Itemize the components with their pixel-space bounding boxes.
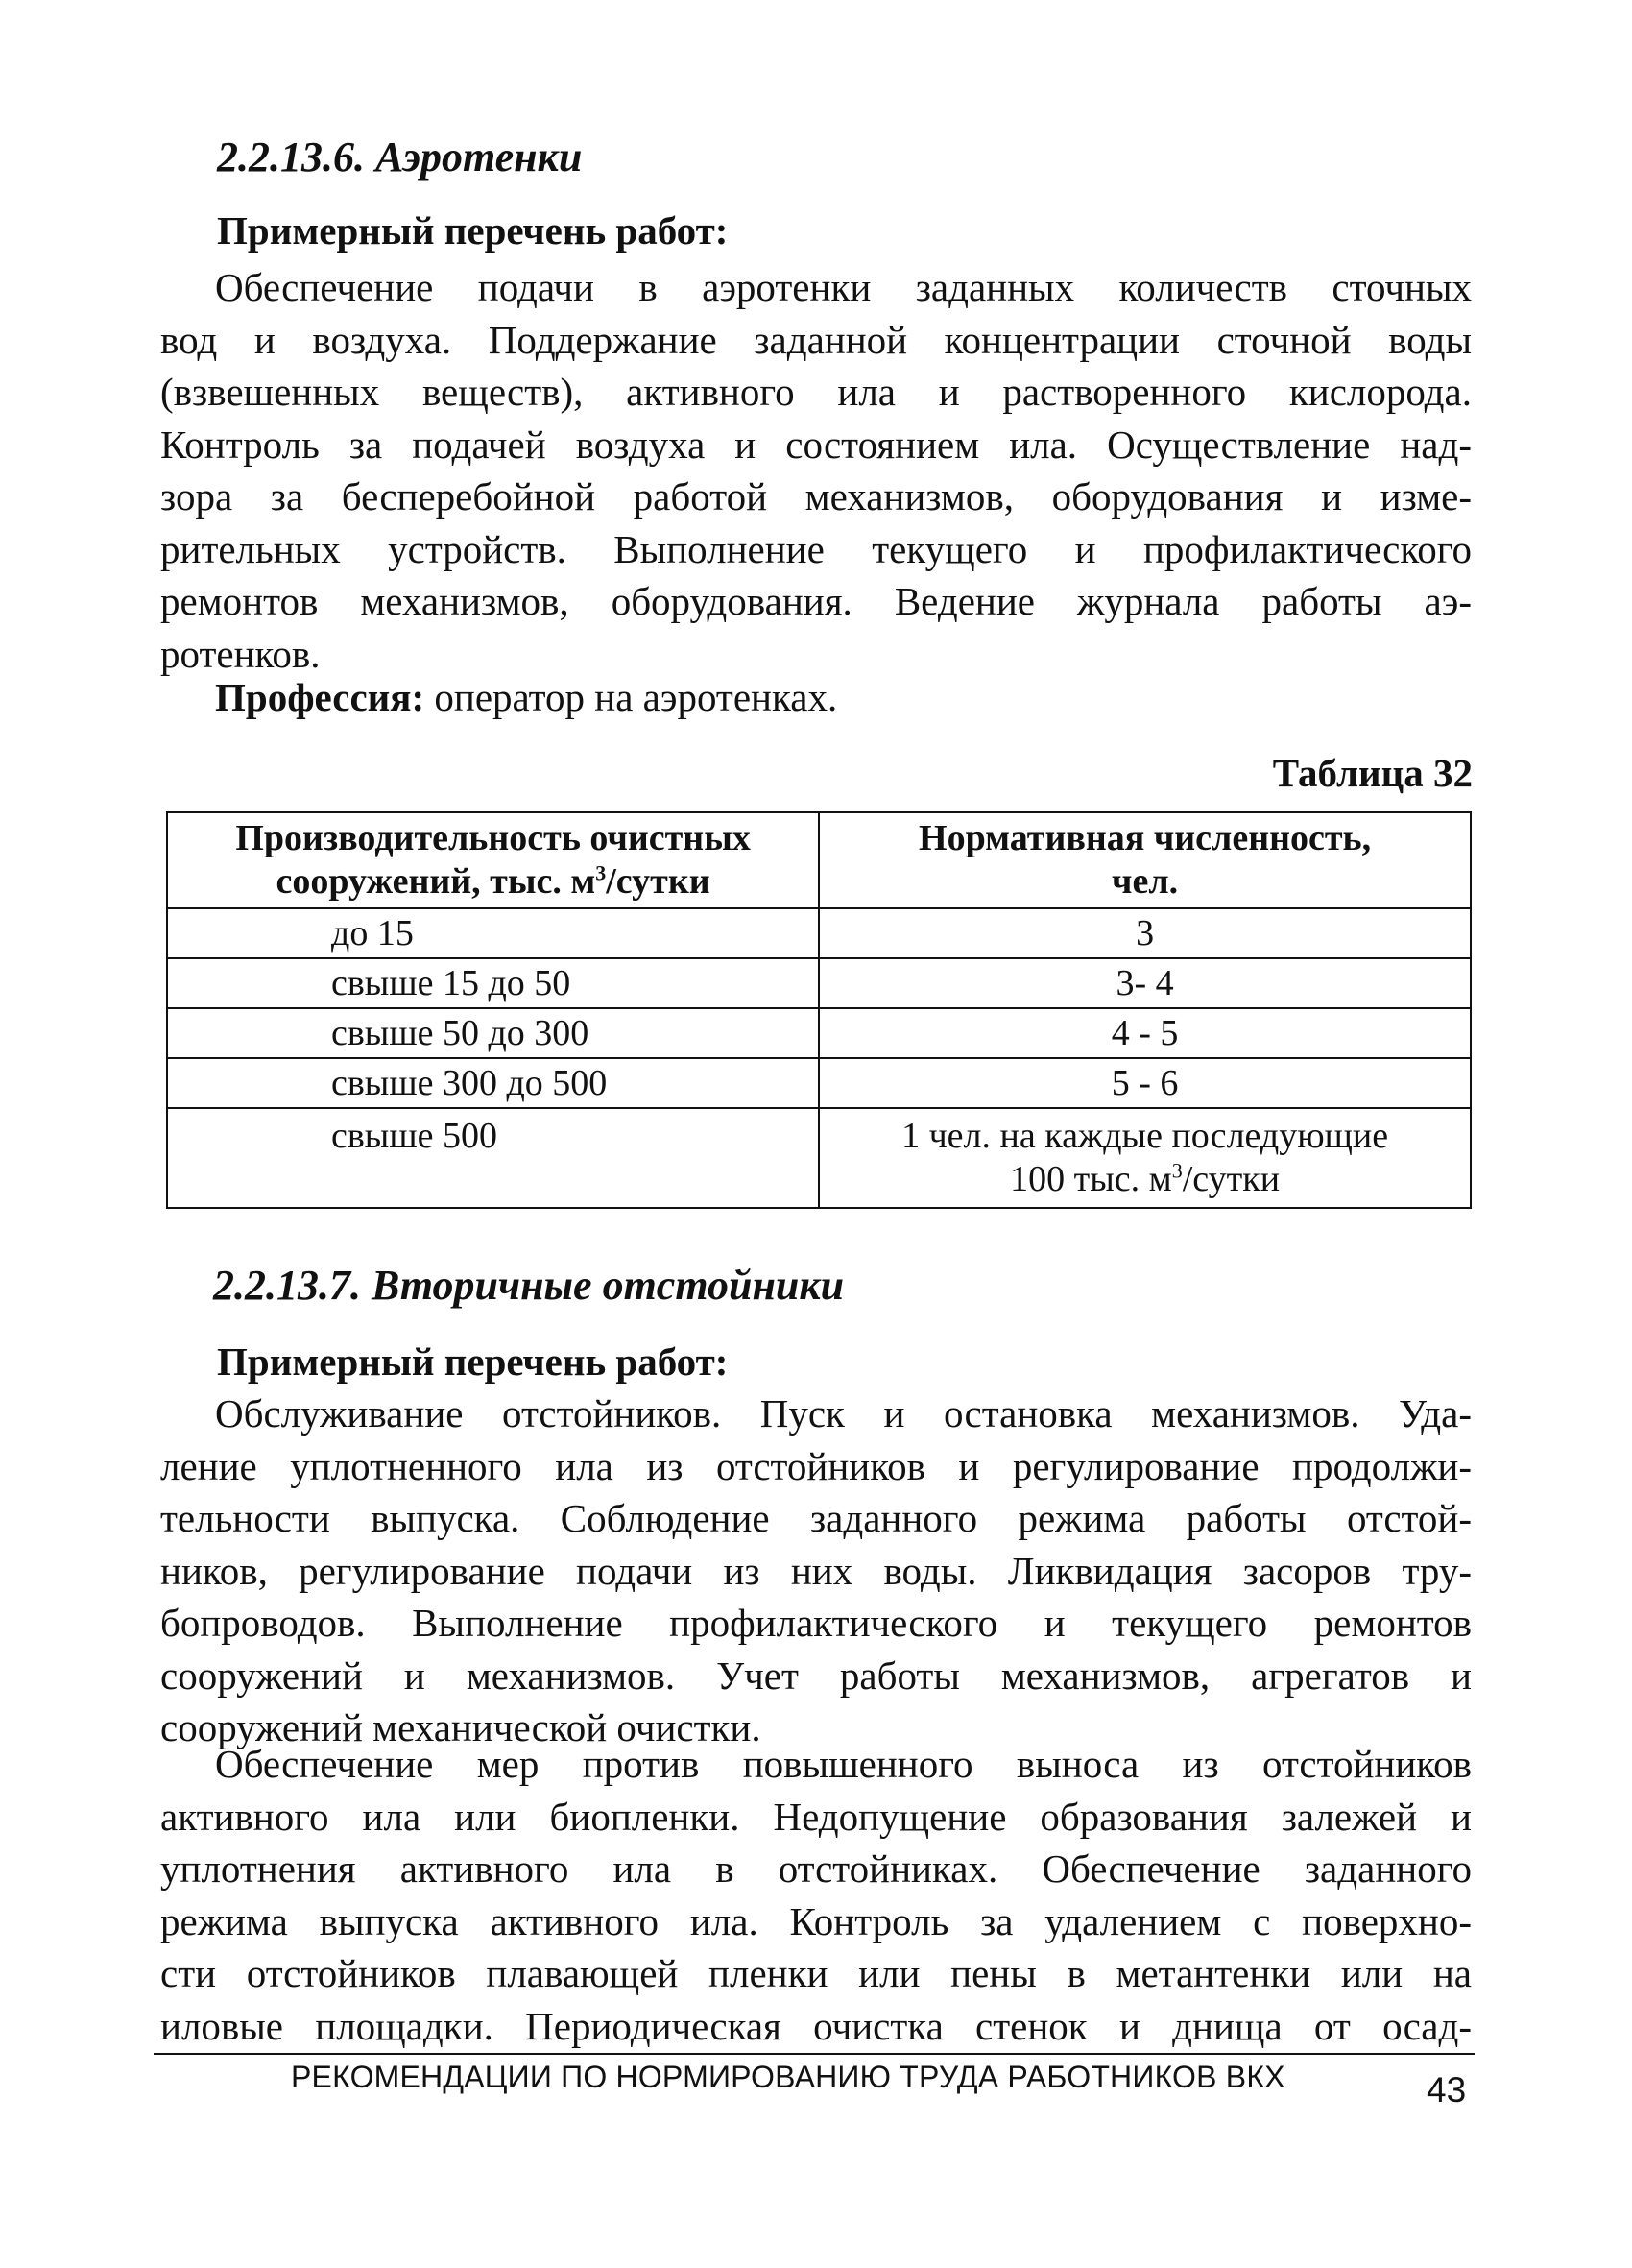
paragraph-line: Обеспечение мер против повышенного выноса из отстойников — [215, 1742, 1472, 1786]
header-capacity-line1: Производительность очистных — [235, 818, 751, 859]
paragraph-line: сооружений механической очистки. — [160, 1705, 761, 1749]
staffing-table — [166, 811, 1472, 1209]
header-capacity-line2: сооружений, тыс. м — [276, 861, 596, 902]
paragraph-line: активного ила или биопленки. Недопущение образования залежей и — [160, 1794, 1472, 1839]
staff-cell — [819, 1108, 1471, 1208]
staff-cell-unit: /сутки — [1182, 1158, 1281, 1199]
table-row — [167, 1058, 1471, 1108]
capacity-cell: свыше 50 до 300 — [167, 1008, 819, 1058]
profession-label: Профессия: — [215, 675, 425, 719]
paragraph-line: тельности выпуска. Соблюдение заданного режима работы отстой- — [160, 1496, 1472, 1540]
paragraph-line: бопроводов. Выполнение профилактического и текущего ремонтов — [160, 1601, 1472, 1645]
paragraph-line: ников, регулирование подачи из них воды. Ликвидация засоров тру- — [160, 1548, 1472, 1593]
staff-cell: 5 - 6 — [819, 1058, 1471, 1108]
paragraph-line: Обслуживание отстойников. Пуск и остановка механизмов. Уда- — [215, 1391, 1472, 1436]
page-number: 43 — [1427, 2070, 1467, 2110]
works-paragraph-2 — [160, 1738, 1472, 2052]
paragraph-line: Контроль за подачей воздуха и состоянием ила. Осуществление над- — [160, 422, 1472, 467]
paragraph-line: ление уплотненного ила из отстойников и регулирование продолжи- — [160, 1443, 1472, 1488]
staff-cell: 3 — [819, 908, 1471, 958]
table-caption: Таблица 32 — [1272, 751, 1473, 795]
paragraph-line: сооружений и механизмов. Учет работы механизмов, агрегатов и — [160, 1653, 1472, 1698]
paragraph-line: сти отстойников плавающей пленки или пены в метантенки или на — [160, 1951, 1472, 1995]
paragraph-line: ремонтов механизмов, оборудования. Ведение журнала работы аэ- — [160, 579, 1472, 623]
paragraph-line: зора за бесперебойной работой механизмов, оборудования и изме- — [160, 474, 1472, 519]
profession-value: оператор на аэротенках. — [434, 675, 838, 719]
works-paragraph — [160, 261, 1472, 680]
header-staff-line1: Нормативная численность, — [919, 818, 1372, 859]
capacity-cell: до 15 — [167, 908, 819, 958]
works-list-label: Примерный перечень работ: — [217, 208, 729, 253]
paragraph-line: (взвешенных веществ), активного ила и растворенного кислорода. — [160, 370, 1472, 414]
capacity-cell: свыше 500 — [167, 1108, 819, 1208]
table-header-row — [167, 812, 1471, 908]
capacity-cell: свыше 300 до 500 — [167, 1058, 819, 1108]
table-row — [167, 1008, 1471, 1058]
works-list-label: Примерный перечень работ: — [217, 1339, 729, 1384]
paragraph-line: Обеспечение подачи в аэротенки заданных количеств сточных — [215, 265, 1472, 309]
header-staff — [819, 812, 1471, 908]
profession-line — [215, 675, 838, 719]
paragraph-line: иловые площадки. Периодическая очистка стенок и днища от осад- — [160, 2003, 1472, 2048]
section-heading-secondary-clarifiers: 2.2.13.7. Вторичные отстойники — [213, 1262, 845, 1309]
staff-cell-line2: 100 тыс. м — [1010, 1158, 1172, 1199]
staff-cell: 4 - 5 — [819, 1008, 1471, 1058]
footer-divider — [154, 2053, 1475, 2055]
paragraph-line: ротенков. — [160, 631, 321, 676]
staff-cell-line1: 1 чел. на каждые последующие — [901, 1116, 1389, 1156]
header-capacity-unit: /сутки — [606, 861, 710, 902]
table-row — [167, 908, 1471, 958]
capacity-cell: свыше 15 до 50 — [167, 958, 819, 1008]
paragraph-line: рительных устройств. Выполнение текущего и профилактического — [160, 526, 1472, 571]
table-row — [167, 958, 1471, 1008]
superscript: 3 — [595, 860, 607, 885]
section-heading-aerotanks: 2.2.13.6. Аэротенки — [217, 133, 583, 181]
staff-cell: 3- 4 — [819, 958, 1471, 1008]
superscript: 3 — [1171, 1158, 1183, 1183]
header-capacity — [167, 812, 819, 908]
paragraph-line: вод и воздуха. Поддержание заданной концентрации сточной воды — [160, 317, 1472, 362]
paragraph-line: уплотнения активного ила в отстойниках. Обеспечение заданного — [160, 1846, 1472, 1891]
running-footer: РЕКОМЕНДАЦИИ ПО НОРМИРОВАНИЮ ТРУДА РАБОТНИКОВ ВКХ — [291, 2060, 1285, 2094]
header-staff-line2: чел. — [1112, 861, 1179, 902]
table-row — [167, 1108, 1471, 1208]
paragraph-line: режима выпуска активного ила. Контроль за удалением с поверхно- — [160, 1898, 1472, 1943]
works-paragraph-1 — [160, 1387, 1472, 1754]
